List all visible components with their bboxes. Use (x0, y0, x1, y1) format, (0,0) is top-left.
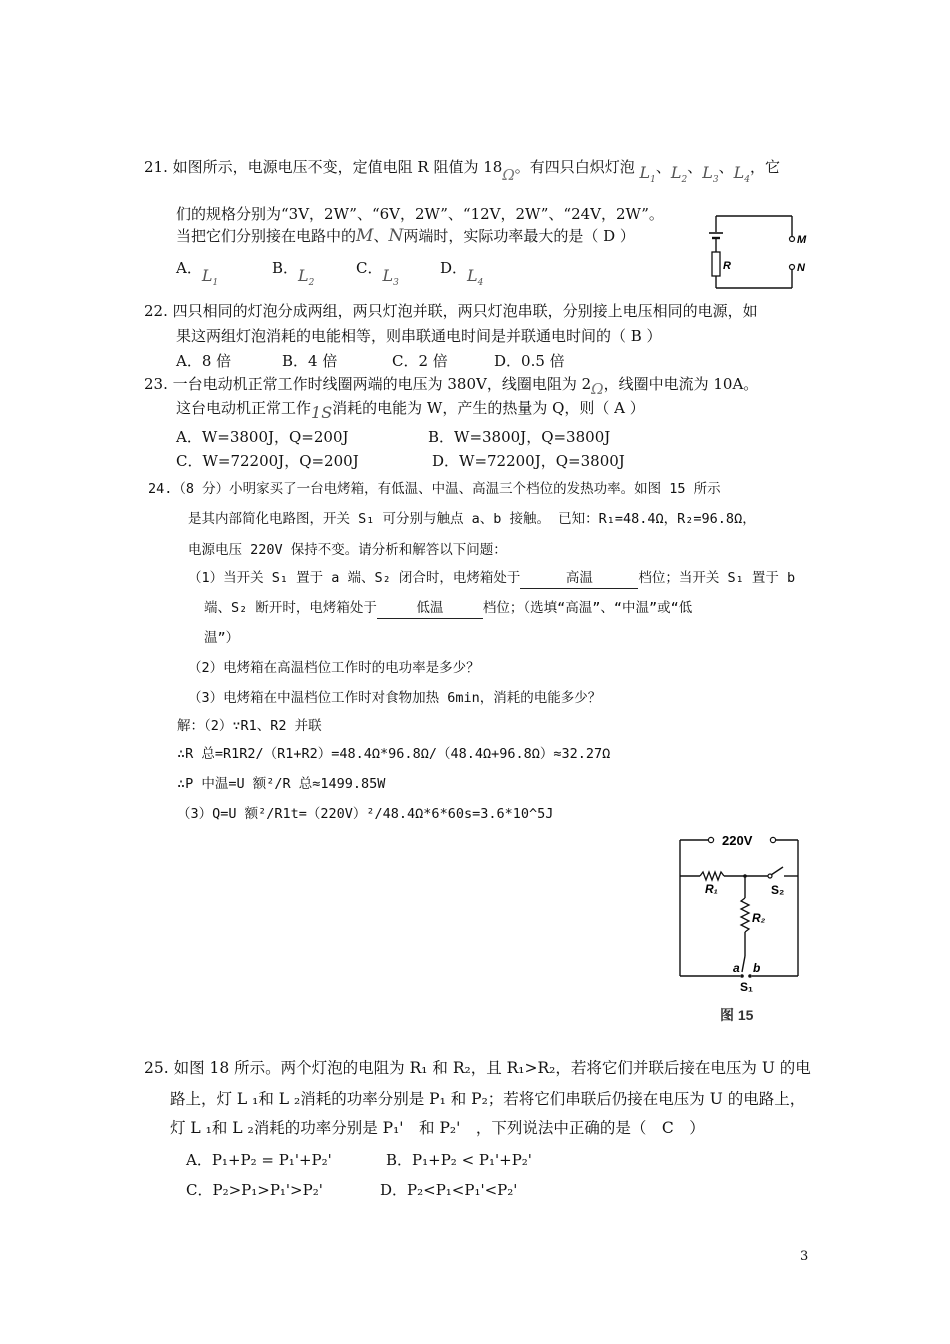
switch-s2-blade (771, 867, 783, 875)
q24-line2: 是其内部简化电路图，开关 S₁ 可分别与触点 a、b 接触。 已知：R₁=48.4Ω，R₂=96.8Ω， (188, 511, 756, 527)
q24-part1-line1: （1）当开关 S₁ 置于 a 端、S₂ 闭合时，电烤箱处于 高温 档位；当开关 S₁ 置于 b (188, 568, 795, 589)
q25-line2: 路上，灯 L ₁和 L ₂消耗的功率分别是 P₁ 和 P₂；若将它们串联后仍接在电压为 U 的电路上， (170, 1090, 806, 1108)
q25-line1: 25. 如图 18 所示。两个灯泡的电阻为 R₁ 和 R₂，且 R₁>R₂，若将它们并联后接在电压为 U 的电 (144, 1059, 811, 1077)
q22-line2: 果这两组灯泡消耗的电能相等，则串联通电时间是并联通电时间的（ B ） (176, 327, 662, 345)
q24-solution-1: 解：（2）∵R1、R2 并联 (177, 718, 322, 734)
q22-option-a: A．8 倍 (176, 352, 232, 370)
q21-circuit-diagram (700, 208, 810, 298)
terminal-n (790, 265, 795, 270)
resistor-r-label: R (723, 260, 731, 272)
terminal-m-label: M (797, 234, 807, 246)
q23-option-c: C．W=72200J，Q=200J (176, 452, 359, 470)
q25-option-d: D．P₂<P₁<P₁'<P₂' (380, 1181, 518, 1199)
q21-line2: 们的规格分别为“3V，2W”、“6V，2W”、“12V，2W”、“24V，2W”。 (176, 205, 664, 223)
q22-option-d: D．0.5 倍 (494, 352, 565, 370)
supply-terminal-right (770, 837, 775, 842)
figure-15-caption: 图 15 (720, 1007, 754, 1023)
q23-option-d: D．W=72200J，Q=3800J (432, 452, 625, 470)
q21-line3: 当把它们分别接在电路中的M、N两端时，实际功率最大的是（ D ） (176, 226, 635, 246)
q22-option-c: C．2 倍 (392, 352, 448, 370)
q25-option-c: C．P₂>P₁>P₁'>P₂' (186, 1181, 323, 1199)
resistor-r1 (700, 872, 724, 880)
figure-15-circuit (670, 826, 810, 1026)
q24-line1: 24.（8 分）小明家买了一台电烤箱，有低温、中温、高温三个档位的发热功率。如图 15 所示 (148, 481, 721, 497)
switch-s2-label: S₂ (771, 883, 785, 897)
q24-solution-3: ∴P 中温=U 额²/R 总≈1499.85W (177, 776, 386, 792)
q24-solution-4: （3）Q=U 额²/R1t=（220V）²/48.4Ω*6*60s=3.6*10^5J (177, 806, 554, 822)
q21-option-a: A．$L_1$ (176, 259, 219, 289)
q24-part2: （2）电烤箱在高温档位工作时的电功率是多少？ (188, 660, 480, 676)
q25-line3: 灯 L ₁和 L ₂消耗的功率分别是 P₁' 和 P₂' ，下列说法中正确的是（ C ） (170, 1119, 705, 1137)
terminal-n-label: N (797, 262, 805, 274)
q21-line1: 21. 如图所示，电源电压不变，定值电阻 R 阻值为 18Ω。有四只白炽灯泡 $L_1$、$L_2$、$L_3$、$L_4$，它 (144, 158, 781, 186)
q24-part1-line3: 温”） (204, 630, 240, 646)
q23-option-b: B．W=3800J，Q=3800J (428, 428, 611, 446)
q24-part3: （3）电烤箱在中温档位工作时对食物加热 6min，消耗的电能多少？ (188, 690, 602, 706)
q24-answer-blank-1: 高温 (520, 568, 638, 589)
contact-b (748, 974, 752, 978)
q23-option-a: A．W=3800J，Q=200J (176, 428, 349, 446)
contact-a-label: a (733, 961, 740, 975)
q22-line1: 22. 四只相同的灯泡分成两组，两只灯泡并联，两只灯泡串联，分别接上电压相同的电源，如 (144, 302, 758, 320)
q22-option-b: B．4 倍 (282, 352, 338, 370)
resistor-r1-label: R₁ (705, 882, 718, 896)
q24-part1-line2: 端、S₂ 断开时，电烤箱处于 低温 档位；（选填“高温”、“中温”或“低 (204, 598, 692, 619)
q23-line2: 这台电动机正常工作1S消耗的电能为 W，产生的热量为 Q，则（ A ） (176, 399, 645, 422)
contact-b-label: b (753, 961, 761, 975)
switch-s1-blade (742, 956, 745, 972)
q24-solution-2: ∴R 总=R1R2/（R1+R2）=48.4Ω*96.8Ω/（48.4Ω+96.8Ω）≈32.27Ω (177, 746, 611, 762)
supply-voltage-label: 220V (722, 833, 753, 848)
q21-option-b: B．$L_2$ (272, 259, 315, 289)
switch-s1-label: S₁ (740, 980, 753, 994)
resistor-r2 (741, 898, 749, 932)
resistor-r (712, 252, 720, 276)
q25-option-b: B．P₁+P₂ < P₁'+P₂' (386, 1151, 532, 1169)
q24-answer-blank-2: 低温 (377, 598, 483, 619)
q25-option-a: A．P₁+P₂ = P₁'+P₂' (186, 1151, 332, 1169)
q24-line3: 电源电压 220V 保持不变。请分析和解答以下问题： (188, 542, 507, 558)
supply-terminal-left (708, 837, 713, 842)
contact-a (740, 974, 744, 978)
terminal-m (790, 237, 795, 242)
q21-option-d: D．$L_4$ (440, 259, 484, 289)
q23-line1: 23. 一台电动机正常工作时线圈两端的电压为 380V，线圈电阻为 2Ω，线圈中电流为 10A。 (144, 375, 759, 398)
resistor-r2-label: R₂ (752, 911, 766, 925)
q21-option-c: C．$L_3$ (356, 259, 399, 289)
page-number: 3 (800, 1249, 809, 1264)
